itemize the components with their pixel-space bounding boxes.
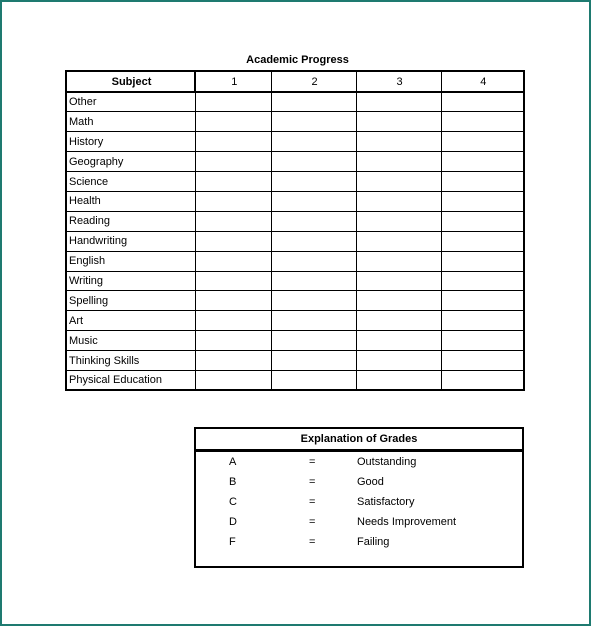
grade-cell-period-1[interactable] <box>195 191 271 211</box>
legend-meaning: Satisfactory <box>357 496 415 508</box>
legend-row <box>196 512 522 532</box>
grade-cell-period-3[interactable] <box>356 231 441 251</box>
table-row <box>66 291 524 311</box>
table-row <box>66 370 524 390</box>
grade-cell-period-2[interactable] <box>271 231 356 251</box>
grade-cell-period-2[interactable] <box>271 251 356 271</box>
grade-cell-period-1[interactable] <box>195 291 271 311</box>
table-row <box>66 152 524 172</box>
legend-grade: A <box>229 456 237 468</box>
grades-legend <box>194 427 524 568</box>
grade-cell-period-4[interactable] <box>441 291 524 311</box>
subject-cell: Art <box>66 311 195 331</box>
grade-cell-period-2[interactable] <box>271 311 356 331</box>
grade-cell-period-2[interactable] <box>271 370 356 390</box>
subject-cell: Math <box>66 112 195 132</box>
subject-cell: Other <box>66 92 195 112</box>
grade-cell-period-3[interactable] <box>356 351 441 371</box>
grade-cell-period-2[interactable] <box>271 291 356 311</box>
legend-grade: F <box>229 536 236 548</box>
header-period-1: 1 <box>195 71 271 92</box>
grade-cell-period-4[interactable] <box>441 231 524 251</box>
grade-cell-period-1[interactable] <box>195 152 271 172</box>
table-row <box>66 132 524 152</box>
legend-row <box>196 532 522 552</box>
grade-cell-period-4[interactable] <box>441 331 524 351</box>
grade-cell-period-3[interactable] <box>356 291 441 311</box>
grade-cell-period-3[interactable] <box>356 211 441 231</box>
grade-cell-period-1[interactable] <box>195 331 271 351</box>
table-row <box>66 191 524 211</box>
grade-cell-period-3[interactable] <box>356 271 441 291</box>
legend-equals: = <box>309 536 316 548</box>
table-row <box>66 172 524 192</box>
legend-meaning: Needs Improvement <box>357 516 457 528</box>
legend-grade: B <box>229 476 237 488</box>
grade-cell-period-2[interactable] <box>271 92 356 112</box>
grade-cell-period-4[interactable] <box>441 92 524 112</box>
legend-meaning: Failing <box>357 536 390 548</box>
subject-cell: Health <box>66 191 195 211</box>
table-row <box>66 331 524 351</box>
grade-cell-period-4[interactable] <box>441 152 524 172</box>
legend-grade: D <box>229 516 237 528</box>
legend-equals: = <box>309 456 316 468</box>
grade-cell-period-3[interactable] <box>356 311 441 331</box>
grade-cell-period-1[interactable] <box>195 92 271 112</box>
legend-equals: = <box>309 516 316 528</box>
grade-cell-period-3[interactable] <box>356 370 441 390</box>
legend-meaning: Outstanding <box>357 456 417 468</box>
table-row <box>66 231 524 251</box>
table-row <box>66 271 524 291</box>
grade-cell-period-3[interactable] <box>356 172 441 192</box>
grade-cell-period-1[interactable] <box>195 271 271 291</box>
grade-cell-period-2[interactable] <box>271 112 356 132</box>
grade-cell-period-3[interactable] <box>356 132 441 152</box>
grade-cell-period-1[interactable] <box>195 251 271 271</box>
grade-cell-period-2[interactable] <box>271 211 356 231</box>
subject-cell: Geography <box>66 152 195 172</box>
grade-cell-period-3[interactable] <box>356 191 441 211</box>
subject-cell: Physical Education <box>66 370 195 390</box>
table-row <box>66 311 524 331</box>
table-row <box>66 92 524 112</box>
grade-cell-period-4[interactable] <box>441 271 524 291</box>
grade-cell-period-4[interactable] <box>441 370 524 390</box>
grade-cell-period-4[interactable] <box>441 251 524 271</box>
subject-cell: Science <box>66 172 195 192</box>
legend-equals: = <box>309 476 316 488</box>
grade-cell-period-1[interactable] <box>195 211 271 231</box>
grade-cell-period-4[interactable] <box>441 132 524 152</box>
grade-cell-period-1[interactable] <box>195 132 271 152</box>
grade-cell-period-1[interactable] <box>195 311 271 331</box>
grade-cell-period-3[interactable] <box>356 331 441 351</box>
grade-cell-period-3[interactable] <box>356 112 441 132</box>
grade-cell-period-4[interactable] <box>441 211 524 231</box>
table-row <box>66 351 524 371</box>
subject-cell: English <box>66 251 195 271</box>
grade-cell-period-1[interactable] <box>195 231 271 251</box>
subject-cell: Reading <box>66 211 195 231</box>
grade-cell-period-4[interactable] <box>441 351 524 371</box>
header-period-4: 4 <box>441 71 524 92</box>
table-row <box>66 112 524 132</box>
subject-cell: Music <box>66 331 195 351</box>
subject-cell: History <box>66 132 195 152</box>
header-period-3: 3 <box>356 71 441 92</box>
grade-cell-period-1[interactable] <box>195 172 271 192</box>
header-subject: Subject <box>66 71 195 92</box>
grade-cell-period-2[interactable] <box>271 351 356 371</box>
grade-cell-period-4[interactable] <box>441 172 524 192</box>
subject-cell: Writing <box>66 271 195 291</box>
grade-cell-period-4[interactable] <box>441 112 524 132</box>
table-row <box>66 211 524 231</box>
subject-cell: Spelling <box>66 291 195 311</box>
grade-cell-period-2[interactable] <box>271 191 356 211</box>
header-period-2: 2 <box>271 71 356 92</box>
subject-cell: Thinking Skills <box>66 351 195 371</box>
table-row <box>66 251 524 271</box>
grade-cell-period-2[interactable] <box>271 152 356 172</box>
legend-title: Explanation of Grades <box>196 429 522 452</box>
subject-cell: Handwriting <box>66 231 195 251</box>
grade-cell-period-2[interactable] <box>271 271 356 291</box>
legend-row <box>196 472 522 492</box>
legend-row <box>196 492 522 512</box>
grade-cell-period-1[interactable] <box>195 370 271 390</box>
page-title: Academic Progress <box>246 54 349 66</box>
legend-grade: C <box>229 496 237 508</box>
grade-cell-period-2[interactable] <box>271 172 356 192</box>
header-row <box>66 71 524 92</box>
grade-cell-period-3[interactable] <box>356 152 441 172</box>
grade-cell-period-1[interactable] <box>195 351 271 371</box>
grade-cell-period-3[interactable] <box>356 251 441 271</box>
legend-row <box>196 452 522 472</box>
grade-cell-period-4[interactable] <box>441 191 524 211</box>
grade-cell-period-3[interactable] <box>356 92 441 112</box>
legend-meaning: Good <box>357 476 384 488</box>
progress-table <box>65 70 525 391</box>
grade-cell-period-2[interactable] <box>271 132 356 152</box>
legend-equals: = <box>309 496 316 508</box>
grade-cell-period-2[interactable] <box>271 331 356 351</box>
grade-cell-period-4[interactable] <box>441 311 524 331</box>
grade-cell-period-1[interactable] <box>195 112 271 132</box>
